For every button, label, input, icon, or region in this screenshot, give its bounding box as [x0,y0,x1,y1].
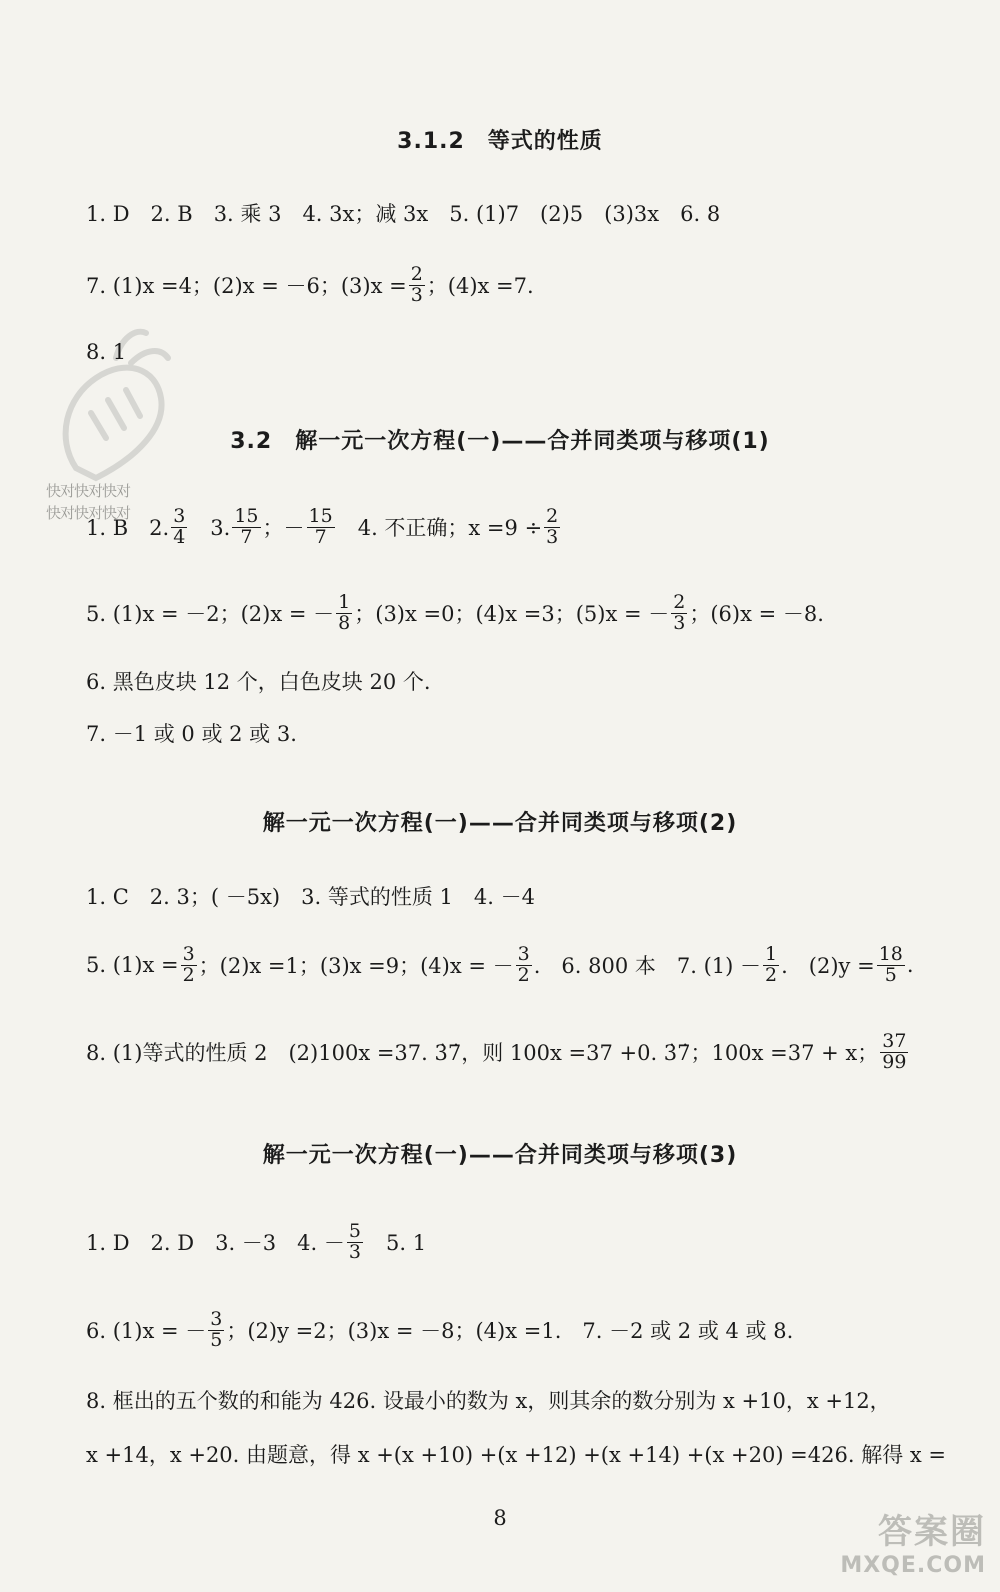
answer-line-c1: 1. C 2. 3；( －5x) 3. 等式的性质 1 4. －4 [86,885,535,909]
answer-line-d2: 6. (1)x = － $\frac{3}{5}$ ；(2)y =2；(3)x = －8；(4)x =1. 7. －2 或 2 或 4 或 8. [86,1307,794,1351]
answer-line-b3: 6. 黑色皮块 12 个，白色皮块 20 个. [86,670,431,694]
answer-line-d3: 8. 框出的五个数的和能为 426. 设最小的数为 x，则其余的数分别为 x +10，x +12， [86,1389,891,1413]
watermark-text-2: 快对快对快对 [46,504,131,522]
page-number: 8 [493,1506,507,1530]
fraction: $\frac{2}{3}$ [410,262,423,306]
answer-line-b4: 7. －1 或 0 或 2 或 3. [86,722,297,746]
section-title-3: 解一元一次方程(一)——合并同类项与移项(2) [262,811,738,836]
watermark-text-1: 快对快对快对 [46,482,131,500]
answer-line-d1: 1. D 2. D 3. －3 4. － $\frac{5}{3}$ 5. 1 [86,1219,427,1263]
answer-line-a3: 8. 1 [86,340,127,364]
answer-line-b1: 1. B 2. $\frac{3}{4}$ 3. $\frac{15}{7}$ ；－ $\frac{15}{7}$ 4. 不正确；x =9 ÷ $\frac{2}{3}$ [86,504,559,548]
section-title-2: 3.2 解一元一次方程(一)——合并同类项与移项(1) [230,429,770,454]
answer-line-c2: 5. (1)x = $\frac{3}{2}$ ；(2)x =1；(3)x =9；(4)x = － $\frac{3}{2}$ . 6. 800 本 7. (1) － $\frac{1}{2}$ . (2)y = $\frac{18}{5}$ . [86,942,914,986]
corner-logo: 答案圈 MXQE.COM [840,1512,986,1578]
answer-line-d4: x +14，x +20. 由题意，得 x +(x +10) +(x +12) +(x +14) +(x +20) =426. 解得 x = [86,1443,947,1467]
answer-line-c3: 8. (1)等式的性质 2 (2)100x =37. 3̇7̇，则 100x =37 +0. 3̇7̇；100x =37 + x； $\frac{37}{99}$ [86,1029,907,1073]
section-title-1: 3.1.2 等式的性质 [397,129,603,154]
answer-line-b2: 5. (1)x = －2；(2)x = － $\frac{1}{8}$ ；(3)x =0；(4)x =3；(5)x = － $\frac{2}{3}$ ；(6)x = －8. [86,590,824,634]
answer-line-a1: 1. D 2. B 3. 乘 3 4. 3x；减 3x 5. (1)7 (2)5 (3)3x 6. 8 [86,202,721,226]
answer-line-a2: 7. (1)x =4；(2)x = －6；(3)x = $\frac{2}{3}$ ；(4)x =7. [86,262,534,306]
section-title-4: 解一元一次方程(一)——合并同类项与移项(3) [262,1143,738,1168]
